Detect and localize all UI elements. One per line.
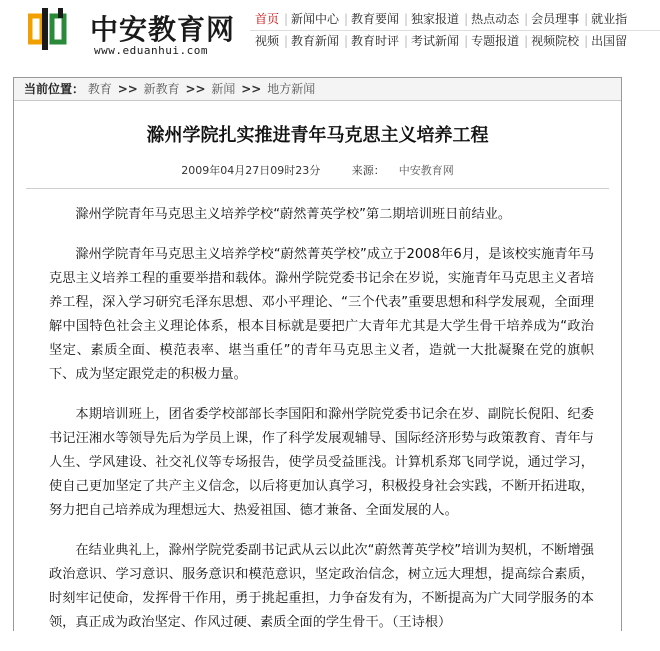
nav-divider <box>250 30 660 31</box>
breadcrumb-label: 当前位置： <box>24 82 85 96</box>
logo-name: 中安教育网 <box>90 13 236 46</box>
article-source-label: 来源： <box>351 164 385 177</box>
nav-item-employment[interactable]: 就业指 <box>591 12 628 26</box>
article-paragraph: 在结业典礼上，滁州学院党委副书记武从云以此次“蔚然菁英学校”培训为契机，不断增强政治意识、学习意识、服务意识和模范意识，坚定政治信念，树立远大理想，提高综合素质，时刻牢记使命，发挥骨干作用，勇于挑起重担，力争奋发有为，不断提高为广大同学服务的本领，真正成为政治坚定、作风过硬、素质全面的学生骨干。（王诗根） <box>49 543 594 630</box>
article-paragraph: 本期培训班上，团省委学校部部长李国阳和滁州学院党委书记余在岁、副院长倪阳、纪委书记汪湘水等领导先后为学员上课，作了科学发展观辅导、国际经济形势与政策教育、青年与人生、学风建设、社交礼仪等专场报告，使学员受益匪浅。计算机系郑飞同学说，通过学习，使自己更加坚定了共产主义信念，以后将更加认真学习，积极投身社会实践，不断开拓进取，努力把自己培养成为理想远大、热爱祖国、德才兼备、全面发展的人。 <box>49 407 594 518</box>
article-panel <box>13 77 622 631</box>
nav-separator: | <box>404 34 409 48</box>
breadcrumb-link-news[interactable]: 新闻 <box>211 82 236 96</box>
title-divider <box>26 188 609 189</box>
breadcrumb-separator: >> <box>241 82 262 96</box>
breadcrumb-link-new-education[interactable]: 新教育 <box>143 82 180 96</box>
nav-separator: | <box>584 12 589 26</box>
nav-separator: | <box>344 12 349 26</box>
breadcrumb <box>14 78 621 101</box>
nav-separator: | <box>284 34 289 48</box>
breadcrumb-separator: >> <box>117 82 138 96</box>
article-date: 2009年04月27日09时23分 <box>181 164 321 177</box>
article-body <box>49 203 594 651</box>
nav-item-commentary[interactable]: 教育时评 <box>351 34 400 48</box>
logo-url: www.eduanhui.com <box>94 44 208 57</box>
nav-item-special-reports[interactable]: 专题报道 <box>471 34 520 48</box>
nav-row-secondary <box>250 30 660 52</box>
nav-separator: | <box>284 12 289 26</box>
logo-emblem-icon <box>28 6 74 52</box>
nav-item-home[interactable]: 首页 <box>255 12 280 26</box>
site-logo[interactable] <box>28 4 248 60</box>
nav-item-education-headlines[interactable]: 教育要闻 <box>351 12 400 26</box>
nav-separator: | <box>344 34 349 48</box>
article-title: 滁州学院扎实推进青年马克思主义培养工程 <box>146 125 489 146</box>
nav-row-primary <box>250 8 660 30</box>
nav-separator: | <box>524 12 529 26</box>
nav-item-study-abroad[interactable]: 出国留 <box>591 34 628 48</box>
breadcrumb-separator: >> <box>185 82 206 96</box>
breadcrumb-link-education[interactable]: 教育 <box>87 82 112 96</box>
nav-item-education-news[interactable]: 教育新闻 <box>291 34 340 48</box>
breadcrumb-link-local-news[interactable]: 地方新闻 <box>267 82 316 96</box>
article-meta <box>14 162 621 178</box>
article-paragraph: 滁州学院青年马克思主义培养学校“蔚然菁英学校”成立于2008年6月，是该校实施青年马克思主义培养工程的重要举措和载体。滁州学院党委书记余在岁说，实施青年马克思主义者培养工程，深入学习研究毛泽东思想、邓小平理论、“三个代表”重要思想和科学发展观，全面理解中国特色社会主义理论体系，根本目标就是要把广大青年尤其是大学生骨干培养成为“政治坚定、素质全面、模范表率、堪当重任”的青年马克思主义者，造就一大批凝聚在党的旗帜下、成为坚定跟党走的积极力量。 <box>49 247 594 382</box>
article-paragraph: 滁州学院青年马克思主义培养学校“蔚然菁英学校”第二期培训班日前结业。 <box>75 207 512 222</box>
nav-item-members[interactable]: 会员理事 <box>531 12 580 26</box>
nav-item-video[interactable]: 视频 <box>255 34 280 48</box>
nav-separator: | <box>584 34 589 48</box>
nav-item-video-schools[interactable]: 视频院校 <box>531 34 580 48</box>
nav-item-exclusive-reports[interactable]: 独家报道 <box>411 12 460 26</box>
nav-item-exam-news[interactable]: 考试新闻 <box>411 34 460 48</box>
nav-separator: | <box>464 34 469 48</box>
nav-separator: | <box>404 12 409 26</box>
nav-separator: | <box>464 12 469 26</box>
article-source-link[interactable]: 中安教育网 <box>398 164 454 177</box>
nav-separator: | <box>524 34 529 48</box>
site-header <box>0 0 660 62</box>
nav-item-hot-topics[interactable]: 热点动态 <box>471 12 520 26</box>
nav-item-news-center[interactable]: 新闻中心 <box>291 12 340 26</box>
